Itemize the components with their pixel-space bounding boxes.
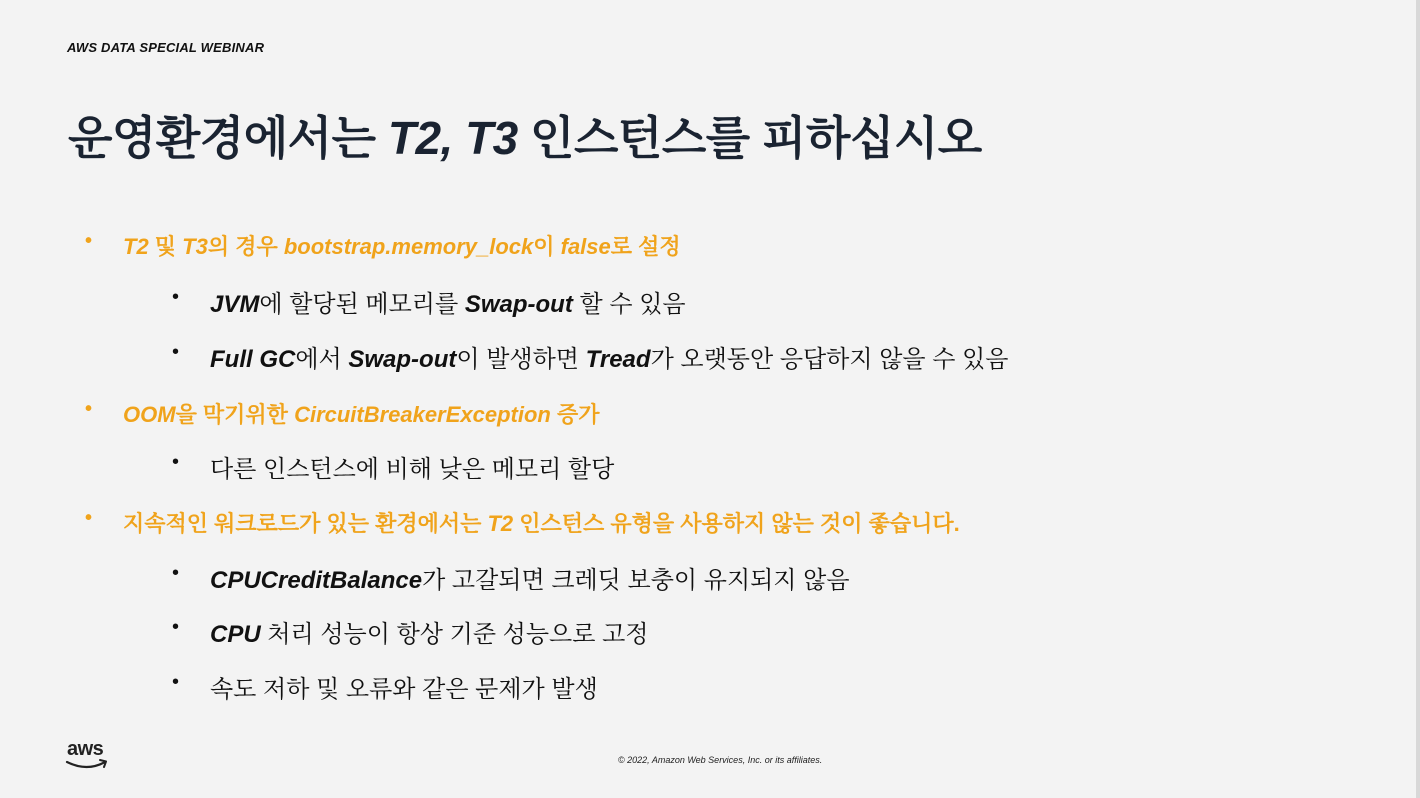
aws-smile-icon (65, 756, 111, 772)
title-prefix: 운영환경에서는 (68, 112, 388, 164)
bullet-dot: • (172, 286, 180, 308)
bullet-1-text (123, 230, 681, 261)
term-cpu: CPU (210, 621, 261, 648)
bullet-1-case: 의 경우 (207, 234, 284, 259)
bullet-3-text-2: 인스턴스 유형을 사용하지 않는 것이 좋습니다. (513, 511, 960, 536)
sub-text: 처리 성능이 항상 기준 성능으로 고정 (260, 621, 649, 648)
bullet-1-tail: 로 설정 (610, 234, 681, 259)
title-instances: T2, T3 (387, 112, 518, 164)
term-swap-out: Swap-out (464, 291, 573, 318)
bullet-2-sub-1-text: 다른 인스턴스에 비해 낮은 메모리 할당 (210, 456, 615, 483)
bullet-1-and: 및 (148, 234, 183, 259)
sub-text: 할 수 있음 (572, 291, 686, 318)
sub-text: 에 할당된 메모리를 (259, 291, 465, 318)
bullet-1-sub-1-text (210, 284, 686, 319)
bullet-dot: • (85, 507, 93, 529)
term-swap-out: Swap-out (348, 346, 457, 373)
bullet-dot: • (85, 398, 93, 420)
bullet-dot: • (172, 616, 180, 638)
term-circuit-breaker-exception: CircuitBreakerException (294, 402, 551, 427)
term-jvm: JVM (210, 291, 260, 318)
term-full-gc: Full GC (210, 346, 296, 373)
bullet-dot: • (172, 341, 180, 363)
bullet-dot: • (172, 562, 180, 584)
bullet-3-sub-3-text: 속도 저하 및 오류와 같은 문제가 발생 (210, 676, 598, 703)
bullet-3-sub-1-text (210, 560, 850, 595)
title-suffix: 인스턴스를 피하십시오 (517, 112, 982, 164)
copyright-notice: © 2022, Amazon Web Services, Inc. or its affiliates. (618, 755, 823, 765)
bullet-2-text-2: 증가 (550, 402, 600, 427)
bullet-1-t3: T3 (182, 234, 208, 259)
bullet-3-sub-2-text (210, 614, 648, 649)
bullet-dot: • (85, 230, 93, 252)
window-edge (1416, 0, 1420, 798)
term-tread: Tread (585, 346, 651, 373)
slide-title (68, 102, 982, 168)
term-oom: OOM (123, 402, 176, 427)
bullet-dot: • (172, 451, 180, 473)
sub-text: 이 발생하면 (456, 346, 586, 373)
aws-logo-text: aws (67, 738, 104, 760)
event-label: AWS DATA SPECIAL WEBINAR (67, 40, 265, 55)
bullet-3-t2: T2 (487, 511, 514, 536)
sub-text: 에서 (295, 346, 349, 373)
bullet-2-text-1: 을 막기위한 (175, 402, 295, 427)
sub-text: 가 오랫동안 응답하지 않을 수 있음 (650, 346, 1009, 373)
aws-logo (65, 740, 111, 774)
bullet-3-text (123, 507, 960, 538)
bullet-dot: • (172, 671, 180, 693)
bullet-2-text (123, 398, 599, 429)
bullet-3-text-1: 지속적인 워크로드가 있는 환경에서는 (123, 511, 488, 536)
bullet-1-t2: T2 (123, 234, 149, 259)
sub-text: 가 고갈되면 크레딧 보충이 유지되지 않음 (422, 567, 850, 594)
bullet-1-value: false (560, 234, 611, 259)
term-cpu-credit-balance: CPUCreditBalance (210, 567, 423, 594)
bullet-1-setting: bootstrap.memory_lock (283, 234, 534, 259)
bullet-1-sub-2-text (210, 339, 1008, 374)
bullet-1-particle: 이 (533, 234, 561, 259)
